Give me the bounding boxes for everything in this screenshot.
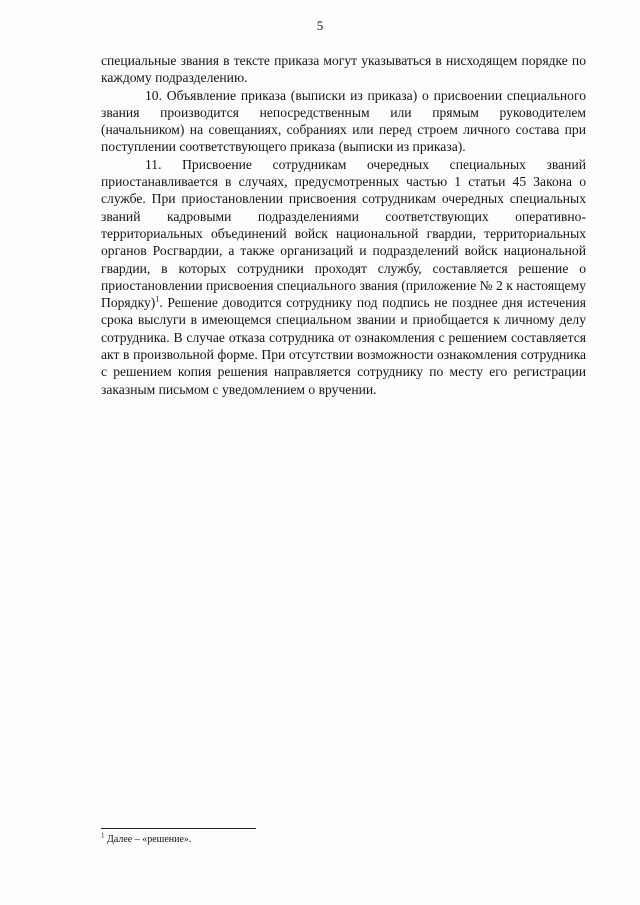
paragraph-10: 10. Объявление приказа (выписки из приказа) о присвоении специального звания производится непосредственным или прямым руководителем (начальником) на совещаниях, собраниях или перед строем личного состава при поступлении соответствующего приказа (выписки из приказа).: [101, 87, 586, 155]
footnote-text: Далее – «решение».: [104, 834, 192, 845]
paragraph-11-part-1: 11. Присвоение сотрудникам очередных специальных званий приостанавливается в случаях, предусмотренных частью 1 статьи 45 Закона о службе. При приостановлении присвоения сотрудникам очередных специальных званий кадровыми подразделениями соответствующих оперативно-территориальных объединений войск национальной гвардии, территориальных органов Росгвардии, а также организаций и подразделений войск национальной гвардии, в которых сотрудники проходят службу, составляется решение о приостановлении присвоения специального звания (приложение № 2 к настоящему Порядку): [101, 156, 586, 311]
page-number: 5: [316, 18, 324, 33]
footnote-mark: 1: [101, 831, 105, 840]
document-body: [101, 52, 586, 398]
footnote-reference: 1: [155, 294, 160, 304]
paragraph-continuation: специальные звания в тексте приказа могут указываться в нисходящем порядке по каждому подразделению.: [101, 53, 586, 86]
footnote-separator: [101, 828, 256, 829]
footnote: [101, 831, 586, 846]
paragraph-11-part-2: . Решение доводится сотруднику под подпись не позднее дня истечения срока выслуги в имеющемся специальном звании и приобщается к личному делу сотрудника. В случае отказа сотрудника от ознакомления с решением составляется акт в произвольной форме. При отсутствии возможности ознакомления сотрудника с решением копия решения направляется сотруднику по месту его регистрации заказным письмом с уведомлением о вручении.: [101, 295, 586, 397]
paragraph-11: [101, 156, 586, 398]
